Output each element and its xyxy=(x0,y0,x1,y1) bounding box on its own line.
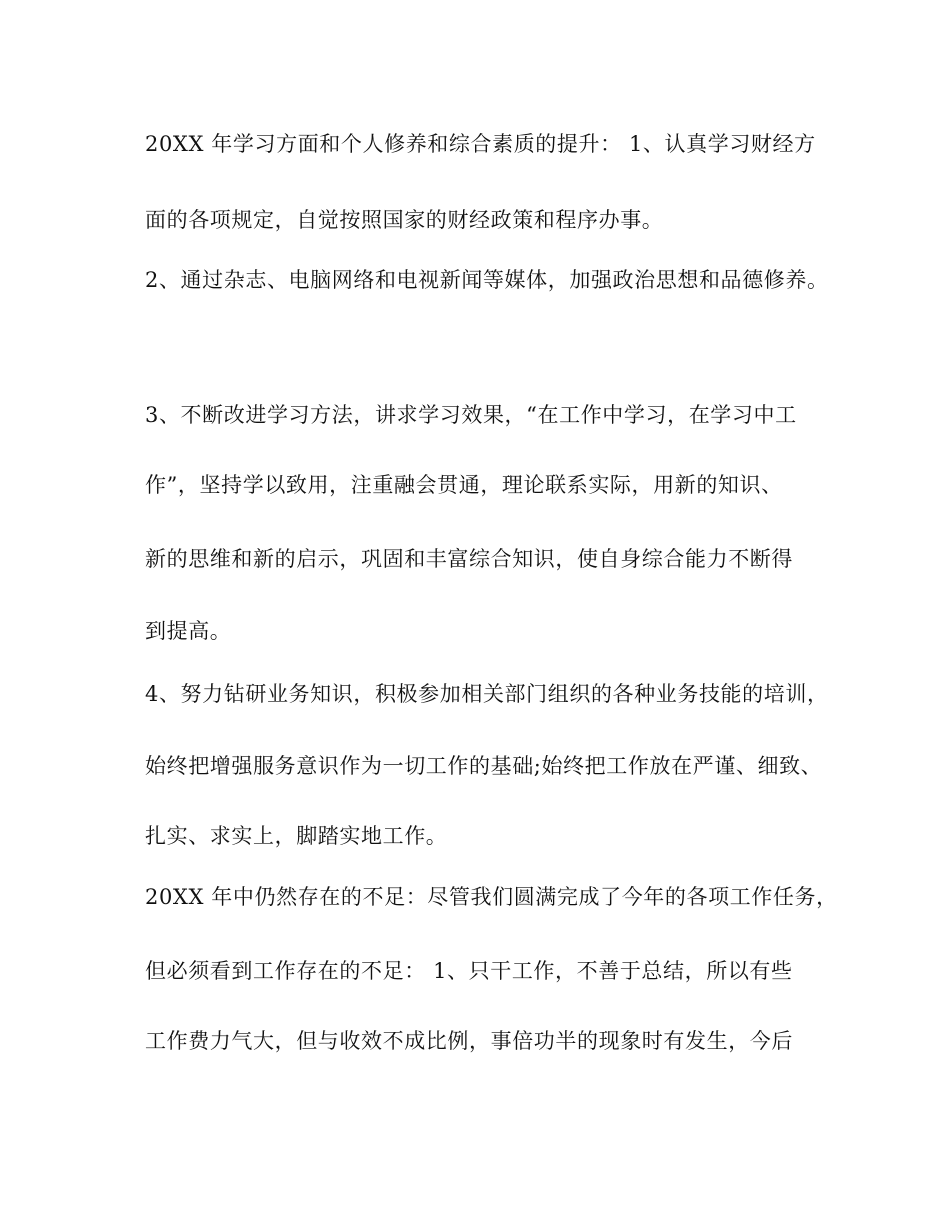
text-line: 工作费力气大，但与收效不成比例，事倍功半的现象时有发生，今后 xyxy=(145,1029,793,1053)
text-line: 作”，坚持学以致用，注重融会贯通，理论联系实际，用新的知识、 xyxy=(145,473,783,497)
text-line: 扎实、求实上，脚踏实地工作。 xyxy=(145,824,448,848)
text-line: 到提高。 xyxy=(145,619,232,643)
text-line: 2、通过杂志、电脑网络和电视新闻等媒体，加强政治思想和品德修养。 xyxy=(145,268,829,292)
text-line: 20XX 年中仍然存在的不足：尽管我们圆满完成了今年的各项工作任务， xyxy=(145,885,838,909)
text-line: 但必须看到工作存在的不足： 1、只干工作，不善于总结，所以有些 xyxy=(145,959,793,983)
text-line: 新的思维和新的启示，巩固和丰富综合知识，使自身综合能力不断得 xyxy=(145,547,793,571)
text-line: 3、不断改进学习方法，讲求学习效果，“在工作中学习，在学习中工 xyxy=(145,403,797,427)
text-line: 20XX 年学习方面和个人修养和综合素质的提升： 1、认真学习财经方 xyxy=(145,132,816,156)
text-line: 始终把增强服务意识作为一切工作的基础;始终把工作放在严谨、细致、 xyxy=(145,754,823,778)
text-line: 面的各项规定，自觉按照国家的财经政策和程序办事。 xyxy=(145,208,664,232)
text-line: 4、努力钻研业务知识，积极参加相关部门组织的各种业务技能的培训， xyxy=(145,682,829,706)
